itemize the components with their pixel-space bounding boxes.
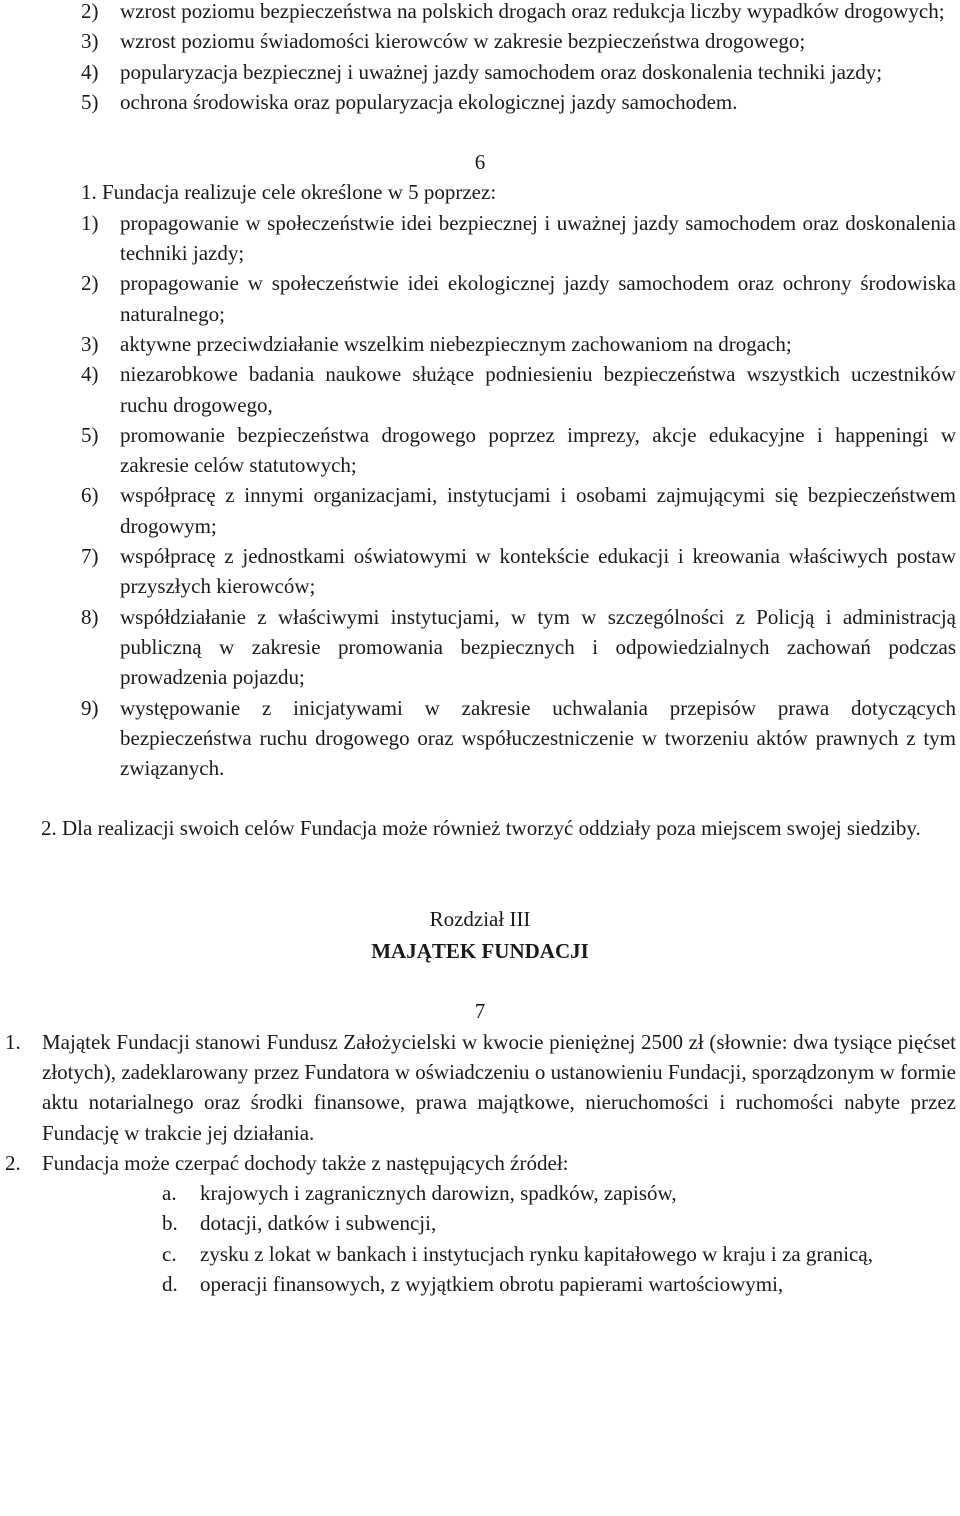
list-item xyxy=(0,57,960,87)
section-heading-6 xyxy=(0,147,960,177)
list-letter: d. xyxy=(162,1271,178,1296)
list-text: Fundacja może czerpać dochody także z następujących źródeł: xyxy=(42,1150,569,1175)
section-number: 7 xyxy=(474,999,486,1024)
list-item xyxy=(0,480,960,541)
list-number: 9) xyxy=(81,695,99,720)
list-number: 5) xyxy=(81,422,99,447)
list-item xyxy=(0,26,960,56)
list-number: 6) xyxy=(81,483,99,508)
list-item xyxy=(0,1239,960,1269)
list-text: współpracę z jednostkami oświatowymi w kontekście edukacji i kreowania właściwych postaw przyszłych kierowców; xyxy=(120,544,956,599)
list-text: wzrost poziomu bezpieczeństwa na polskich drogach oraz redukcja liczby wypadków drogowych; xyxy=(120,0,945,23)
list-item xyxy=(0,1027,960,1148)
list-item xyxy=(0,329,960,359)
list-text: krajowych i zagranicznych darowizn, spadków, zapisów, xyxy=(200,1181,677,1206)
assets-list xyxy=(0,1027,960,1178)
list-text: popularyzacja bezpiecznej i uważnej jazdy samochodem oraz doskonalenia techniki jazdy; xyxy=(120,59,883,84)
list-item xyxy=(0,1148,960,1178)
list-text: Majątek Fundacji stanowi Fundusz Założycielski w kwocie pieniężnej 2500 zł (słownie: dwa tysiące pięćset złotych), zadeklarowany przez Fundatora w oświadczeniu o ustanowieniu Fundacji, sporządzonym w formie aktu notarialnego oraz środki finansowe, prawa majątkowe, nieruchomości i ruchomości nabyte przez Fundację w trakcie jej działania. xyxy=(42,1029,956,1145)
section-heading-7 xyxy=(0,996,960,1026)
list-letter: c. xyxy=(162,1241,177,1266)
means-list xyxy=(0,208,960,784)
list-number: 1) xyxy=(81,210,99,235)
income-sources-list xyxy=(0,1178,960,1299)
list-item xyxy=(0,1269,960,1299)
list-text: operacji finansowych, z wyjątkiem obrotu papierami wartościowymi, xyxy=(200,1271,784,1296)
list-item xyxy=(0,420,960,481)
list-number: 2) xyxy=(81,271,99,296)
list-text: zysku z lokat w bankach i instytucjach rynku kapitałowego w kraju i za granicą, xyxy=(200,1241,873,1266)
list-item xyxy=(0,1208,960,1238)
goals-list xyxy=(0,0,960,117)
list-number: 7) xyxy=(81,544,99,569)
list-number: 8) xyxy=(81,604,99,629)
list-number: 3) xyxy=(81,331,99,356)
list-item xyxy=(0,268,960,329)
list-number: 1. xyxy=(5,1029,21,1054)
list-item xyxy=(0,208,960,269)
list-number: 4) xyxy=(81,59,99,84)
list-item xyxy=(0,602,960,693)
list-text: ochrona środowiska oraz popularyzacja ekologicznej jazdy samochodem. xyxy=(120,89,738,114)
section-6-intro: 1. Fundacja realizuje cele określone w 5 poprzez: xyxy=(81,180,497,205)
list-text: aktywne przeciwdziałanie wszelkim niebezpiecznym zachowaniom na drogach; xyxy=(120,331,792,356)
list-item xyxy=(0,1178,960,1208)
list-number: 2) xyxy=(81,0,99,23)
list-text: wzrost poziomu świadomości kierowców w zakresie bezpieczeństwa drogowego; xyxy=(120,29,806,54)
list-number: 4) xyxy=(81,362,99,387)
list-item xyxy=(0,0,960,26)
list-text: współdziałanie z właściwymi instytucjami, w tym w szczególności z Policją i administracją publiczną w zakresie promowania bezpiecznych i odpowiedzialnych zachowań podczas prowadzenia pojazdu; xyxy=(120,604,956,690)
list-text: niezarobkowe badania naukowe służące podniesieniu bezpieczeństwa wszystkich uczestników ruchu drogowego, xyxy=(120,362,956,417)
list-item xyxy=(0,693,960,784)
list-item xyxy=(0,541,960,602)
list-number: 2. xyxy=(5,1150,21,1175)
list-text: propagowanie w społeczeństwie idei bezpiecznej i uważnej jazdy samochodem oraz doskonalenia techniki jazdy; xyxy=(120,210,956,266)
list-number: 5) xyxy=(81,89,99,114)
list-text: promowanie bezpieczeństwa drogowego poprzez imprezy, akcje edukacyjne i happeningi w zakresie celów statutowych; xyxy=(120,422,956,478)
list-text: współpracę z innymi organizacjami, instytucjami i osobami zajmującymi się bezpieczeństwem drogowym; xyxy=(120,483,956,538)
list-number: 3) xyxy=(81,29,99,54)
section-number: 6 xyxy=(474,150,486,175)
section-6-paragraph-2: 2. Dla realizacji swoich celów Fundacja może również tworzyć oddziały poza miejscem swojej siedziby. xyxy=(41,816,921,841)
chapter-title: MAJĄTEK FUNDACJI xyxy=(371,939,589,964)
list-item xyxy=(0,87,960,117)
list-text: dotacji, datków i subwencji, xyxy=(200,1211,437,1236)
list-item xyxy=(0,359,960,420)
list-text: propagowanie w społeczeństwie idei ekologicznej jazdy samochodem oraz ochrony środowiska naturalnego; xyxy=(120,271,956,326)
list-letter: b. xyxy=(162,1211,178,1236)
chapter-label: Rozdział III xyxy=(429,906,531,931)
list-text: występowanie z inicjatywami w zakresie uchwalania przepisów prawa dotyczących bezpieczeństwa ruchu drogowego oraz współuczestniczenie w tworzeniu aktów prawnych z tym związanych. xyxy=(120,695,956,781)
list-letter: a. xyxy=(162,1181,177,1206)
